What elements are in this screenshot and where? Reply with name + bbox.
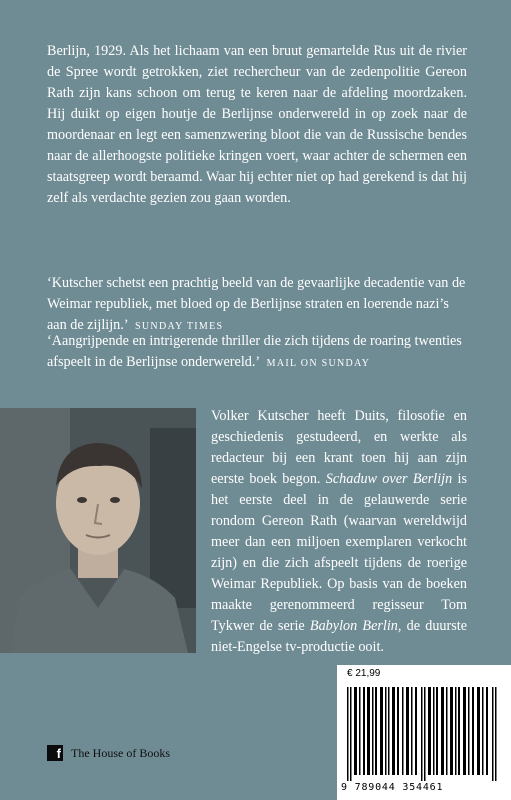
author-bio: [211, 406, 467, 658]
series-title: Babylon Berlin: [309, 618, 398, 634]
bio-text: is het eerste deel in de gelauwerde serie rondom Gereon Rath (waarvan wereldwijd meer dan een miljoen exemplaren verkocht zijn) en die zich afspeelt tijdens de roerige Weimar Republiek. Op basis van de boeken maakte gerenommeerd regisseur Tom Tykwer de serie: [211, 471, 467, 634]
review-quote-1: [47, 273, 467, 337]
author-photo: [0, 408, 196, 653]
bio-text: Volker Kutscher heeft Duits, filosofie en geschiedenis gestudeerd, en werkte als redacteur bij een krant toen hij aan zijn eerste boek begon.: [211, 408, 467, 487]
back-cover-blurb: Berlijn, 1929. Als het lichaam van een bruut gemartelde Rus uit de rivier de Spree wordt getrokken, ziet rechercheur van de zedenpolitie Gereon Rath zijn kans schoon om terug te keren naar de afdeling moordzaken. Hij duikt op eigen houtje de Berlijnse onderwereld in op zoek naar de moordenaar en legt een samenzwering bloot die van de Russische bendes naar de allerhoogste politieke kringen voert, waar achter de schermen een staatsgreep wordt beraamd. Waar hij echter niet op had gerekend is dat hij zelf als verdachte gezien zou gaan worden.: [47, 43, 467, 206]
review-source: MAIL ON SUNDAY: [266, 358, 371, 369]
book-title: Schaduw over Berlijn: [325, 471, 453, 487]
review-source: SUNDAY TIMES: [135, 321, 224, 332]
barcode-box: [337, 665, 511, 800]
barcode-graphic: [347, 687, 501, 781]
review-quote-2: [47, 331, 467, 374]
review-quote-text: ‘Aangrijpende en intrigerende thriller die zich tijdens de roaring twenties afspeelt in de Berlijnse onderwereld.’: [47, 333, 462, 370]
publisher-f-icon: f: [47, 745, 63, 761]
review-quote-text: ‘Kutscher schetst een prachtig beeld van de gevaarlijke decadentie van de Weimar republiek, met bloed op de Berlijnse straten en loerende nazi’s aan de zijlijn.’: [47, 275, 466, 333]
bio-text: , de duurste niet-Engelse tv-productie ooit.: [211, 618, 467, 655]
author-portrait-graphic: [0, 408, 196, 653]
price-label: € 21,99: [347, 668, 381, 679]
isbn-number: 9 789044 354461: [341, 782, 444, 793]
publisher-logo: [47, 745, 170, 761]
publisher-name: The House of Books: [71, 745, 170, 760]
